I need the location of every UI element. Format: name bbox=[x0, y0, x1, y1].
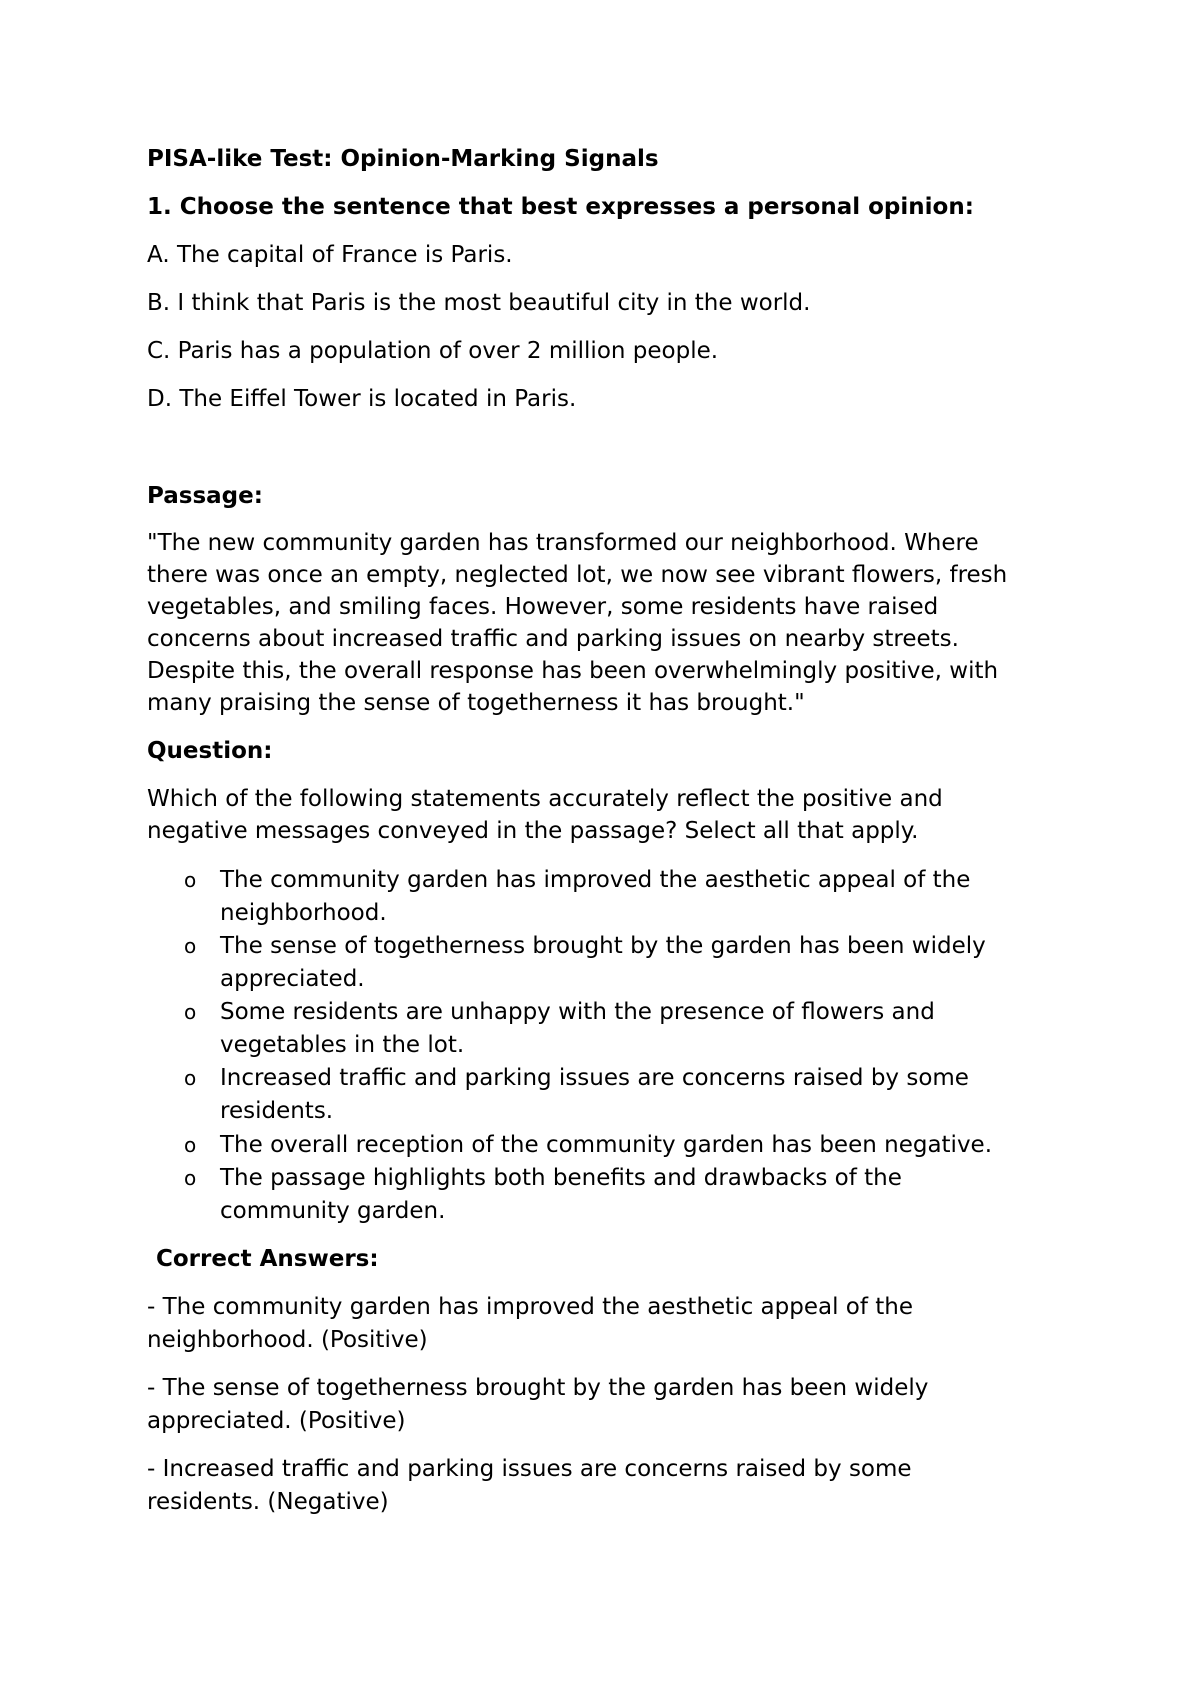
passage-heading: Passage: bbox=[147, 483, 263, 509]
answer-line: residents. (Negative) bbox=[147, 1489, 389, 1515]
answer-line: - The sense of togetherness brought by the garden has been widely bbox=[147, 1375, 929, 1401]
passage-line: there was once an empty, neglected lot, we now see vibrant flowers, fresh bbox=[147, 562, 1008, 588]
answer-line: - The community garden has improved the aesthetic appeal of the bbox=[147, 1294, 914, 1320]
bullet-icon: o bbox=[184, 1133, 197, 1157]
choice-text: The passage highlights both benefits and drawbacks of the bbox=[220, 1165, 902, 1191]
choice-text: community garden. bbox=[220, 1198, 446, 1224]
option-a: A. The capital of France is Paris. bbox=[147, 242, 513, 268]
choice-text: neighborhood. bbox=[220, 900, 387, 926]
option-d: D. The Eiffel Tower is located in Paris. bbox=[147, 386, 577, 412]
choice-text: The sense of togetherness brought by the garden has been widely bbox=[220, 933, 986, 959]
bullet-icon: o bbox=[184, 1000, 197, 1024]
passage-line: many praising the sense of togetherness it has brought." bbox=[147, 690, 805, 716]
choice-text: residents. bbox=[220, 1098, 334, 1124]
option-b: B. I think that Paris is the most beautiful city in the world. bbox=[147, 290, 811, 316]
option-c: C. Paris has a population of over 2 million people. bbox=[147, 338, 719, 364]
choice-text: Increased traffic and parking issues are concerns raised by some bbox=[220, 1065, 969, 1091]
choice-text: Some residents are unhappy with the presence of flowers and bbox=[220, 999, 935, 1025]
answer-line: neighborhood. (Positive) bbox=[147, 1327, 428, 1353]
passage-line: "The new community garden has transformed our neighborhood. Where bbox=[147, 530, 979, 556]
bullet-icon: o bbox=[184, 1066, 197, 1090]
choice-text: The overall reception of the community garden has been negative. bbox=[220, 1132, 993, 1158]
question-heading: Question: bbox=[147, 738, 273, 764]
choice-text: vegetables in the lot. bbox=[220, 1032, 465, 1058]
bullet-icon: o bbox=[184, 868, 197, 892]
page-title: PISA-like Test: Opinion-Marking Signals bbox=[147, 146, 659, 172]
question-line: negative messages conveyed in the passage? Select all that apply. bbox=[147, 818, 919, 844]
answers-heading: Correct Answers: bbox=[156, 1246, 379, 1272]
choice-text: appreciated. bbox=[220, 966, 365, 992]
choice-text: The community garden has improved the aesthetic appeal of the bbox=[220, 867, 971, 893]
question-line: Which of the following statements accurately reflect the positive and bbox=[147, 786, 943, 812]
answer-line: appreciated. (Positive) bbox=[147, 1408, 406, 1434]
bullet-icon: o bbox=[184, 934, 197, 958]
answer-line: - Increased traffic and parking issues are concerns raised by some bbox=[147, 1456, 912, 1482]
passage-line: concerns about increased traffic and parking issues on nearby streets. bbox=[147, 626, 959, 652]
bullet-icon: o bbox=[184, 1166, 197, 1190]
passage-line: Despite this, the overall response has been overwhelmingly positive, with bbox=[147, 658, 999, 684]
question-1-prompt: 1. Choose the sentence that best expresses a personal opinion: bbox=[147, 194, 974, 220]
passage-line: vegetables, and smiling faces. However, some residents have raised bbox=[147, 594, 939, 620]
